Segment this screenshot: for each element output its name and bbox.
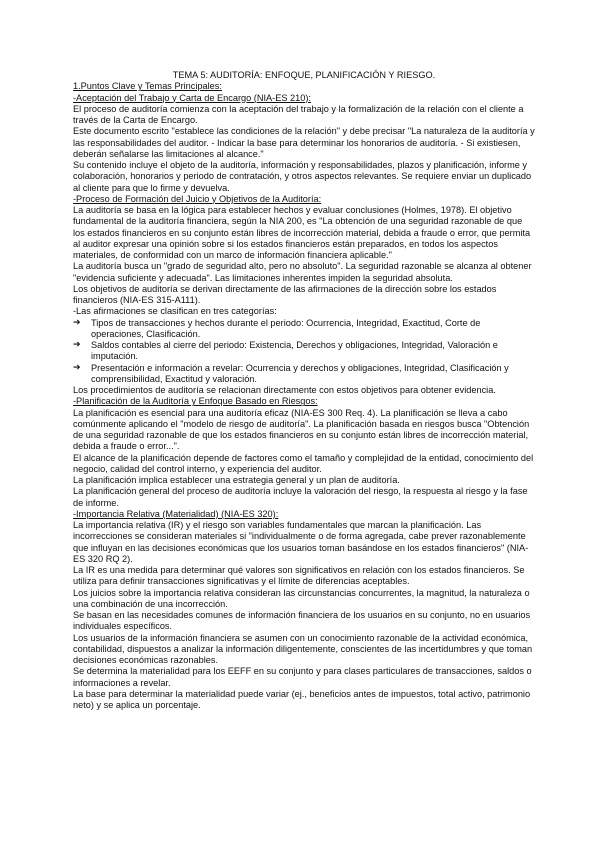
paragraph: El alcance de la planificación depende de factores como el tamaño y complejidad de la entidad, conocimiento del negocio, calidad del control interno, y experiencia del auditor.: [73, 452, 534, 474]
list-item-text: Saldos contables al cierre del periodo: Existencia, Derechos y obligaciones, Integridad, Valoración e imputación.: [91, 340, 498, 362]
paragraph: Los juicios sobre la importancia relativa consideran las circunstancias concurrentes, la magnitud, la naturaleza o una combinación de una incorrección.: [73, 587, 530, 609]
paragraph: La importancia relativa (IR) y el riesgo son variables fundamentales que marcan la planificación. Las incorrecciones se consideran materiales si "individualmente o de forma agregada, cabe prever razonablemente que influyan en las decisiones económicas que los usuarios toman basándose en los estados financieros" (NIA-ES 320 RQ 2).: [73, 520, 529, 564]
planning-heading: -Planificación de la Auditoría y Enfoque Basado en Riesgos:: [73, 396, 318, 407]
paragraph: Se determina la materialidad para los EEFF en su conjunto y para clases particulares de transacciones, saldos o informaciones a revelar.: [73, 666, 532, 688]
paragraph: La auditoría se basa en la lógica para establecer hechos y evaluar conclusiones (Holmes, 1978). El objetivo fundamental de la auditoría financiera, según la NIA 200, es "La obtención de una seguridad razonable de que los estados financieros en su conjunto están libres de incorrección material, debida a fraude o error, que permita al auditor expresar una opinión sobre si los estados financieros están preparados, en todos los aspectos materiales, de conformidad con un marco de información financiera aplicable.": [73, 205, 531, 260]
paragraph: Este documento escrito "establece las condiciones de la relación" y debe precisar "La naturaleza de la auditoría y las responsabilidades del auditor. - Indicar la base para determinar los honorarios de auditoría. - Si existiesen, deberán señalarse las limitaciones al alcance.": [73, 126, 535, 159]
document-page: [73, 70, 535, 711]
list-item: [73, 340, 535, 363]
paragraph: El proceso de auditoría comienza con la aceptación del trabajo y la formalización de la relación con el cliente a través de la Carta de Encargo.: [73, 103, 524, 125]
paragraph: Los procedimientos de auditoría se relacionan directamente con estos objetivos para obtener evidencia.: [73, 385, 496, 395]
acceptance-heading: -Aceptación del Trabajo y Carta de Encargo (NIA-ES 210):: [73, 92, 311, 103]
materiality-heading: -Importancia Relativa (Materialidad) (NIA-ES 320):: [73, 508, 279, 519]
paragraph: La IR es una medida para determinar qué valores son significativos en relación con los estados financieros. Se utiliza para definir transacciones significativas y el límite de diferencias aceptables.: [73, 565, 525, 587]
section-heading: 1.Puntos Clave y Temas Principales:: [73, 81, 222, 92]
document-title: TEMA 5: AUDITORÍA: ENFOQUE, PLANIFICACIÓN Y RIESGO.: [172, 70, 436, 80]
paragraph: La planificación es esencial para una auditoría eficaz (NIA-ES 300 Req. 4). La planificación se lleva a cabo comúnmente aplicando el "modelo de riesgo de auditoría". La planificación basada en riesgos busca "Obtención de una seguridad razonable de que los estados financieros en su conjunto están libres de incorrección material, debida a fraude o error...".: [73, 407, 530, 452]
paragraph: -Las afirmaciones se clasifican en tres categorías:: [73, 306, 277, 317]
assertions-list: [73, 318, 535, 386]
paragraph: Los objetivos de auditoría se derivan directamente de las afirmaciones de la dirección sobre los estados financieros (NIA-ES 315-A111).: [73, 283, 497, 305]
paragraph: La planificación general del proceso de auditoría incluye la valoración del riesgo, la respuesta al riesgo y la fase de informe.: [73, 486, 528, 508]
judgment-heading: -Proceso de Formación del Juicio y Objetivos de la Auditoría:: [73, 193, 322, 204]
paragraph: Su contenido incluye el objeto de la auditoría, información y responsabilidades, plazos y planificación, informe y colaboración, honorarios y periodo de contratación, y otros aspectos relevantes. Se requiere enviar un duplicado al cliente para que lo firme y devuelva.: [73, 160, 532, 193]
list-item-text: Presentación e información a revelar: Ocurrencia y derechos y obligaciones, Integridad, Clasificación y comprensibilidad, Exactitud y valoración.: [91, 362, 509, 384]
paragraph: La planificación implica establecer una estrategia general y un plan de auditoría.: [73, 475, 400, 485]
list-item: [73, 363, 535, 386]
paragraph: Se basan en las necesidades comunes de información financiera de los usuarios en su conjunto, no en usuarios individuales específicos.: [73, 610, 531, 632]
paragraph: Los usuarios de la información financiera se asumen con un conocimiento razonable de la actividad económica, contabilidad, dispuestos a analizar la información diligentemente, conscientes de las incertidumbres y que toman decisiones económicas razonables.: [73, 632, 533, 665]
arrow-right-icon: ➔: [73, 362, 81, 373]
arrow-right-icon: ➔: [73, 340, 81, 350]
list-item: [73, 318, 535, 341]
paragraph: La base para determinar la materialidad puede variar (ej., beneficios antes de impuestos, total activo, patrimonio neto) y se aplica un porcentaje.: [73, 688, 531, 710]
paragraph: La auditoría busca un "grado de seguridad alto, pero no absoluto". La seguridad razonable se alcanza al obtener "evidencia suficiente y adecuada". Las limitaciones inherentes impiden la seguridad absoluta.: [73, 261, 532, 283]
arrow-right-icon: ➔: [73, 317, 81, 328]
list-item-text: Tipos de transacciones y hechos durante el periodo: Ocurrencia, Integridad, Exactitud, Corte de operaciones, Clasificación.: [91, 317, 481, 339]
